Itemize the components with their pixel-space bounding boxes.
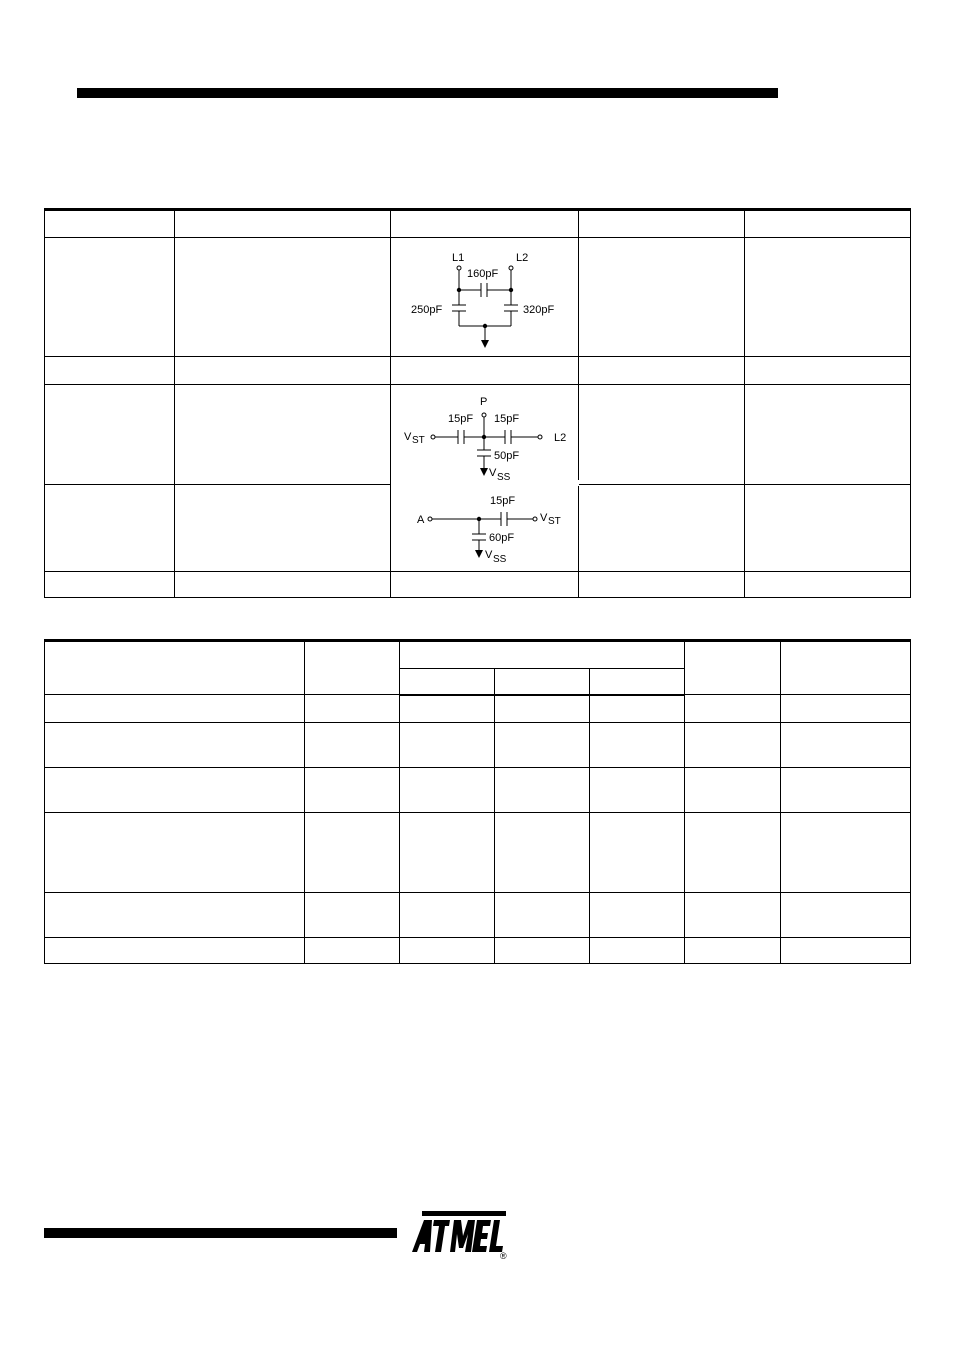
table-cell: [305, 893, 400, 938]
table-cell: [781, 893, 911, 938]
table-cell: [685, 893, 781, 938]
table-cell: [45, 768, 305, 813]
table-cell: [590, 695, 685, 723]
table-header-row: [45, 641, 911, 669]
table-cell: [400, 813, 495, 893]
label-st: ST: [548, 516, 561, 527]
table-cell: [400, 893, 495, 938]
table-cell: [781, 723, 911, 768]
table-cell: [590, 813, 685, 893]
table-cell: [745, 357, 911, 385]
table-cell: [45, 723, 305, 768]
table-cell: [495, 723, 590, 768]
atmel-logo: [408, 1208, 512, 1260]
table-cell: [590, 938, 685, 964]
registered-mark: ®: [500, 1251, 507, 1260]
table-cell: [495, 695, 590, 723]
table-cell: [45, 238, 175, 357]
table-cell: [745, 385, 911, 485]
table-cell: [175, 238, 391, 357]
table-row: [45, 938, 911, 964]
label-l2: L2: [554, 432, 567, 444]
table-row: [45, 695, 911, 723]
label-v: V: [540, 512, 548, 524]
table-cell: [579, 210, 745, 238]
table-row: [45, 813, 911, 893]
footer-rule: [44, 1228, 397, 1238]
table-cell: [685, 813, 781, 893]
table-cell: [495, 669, 590, 695]
label-cap-60: 60pF: [489, 532, 515, 544]
table-cell: [175, 357, 391, 385]
table-cell: [175, 210, 391, 238]
table-cell: [590, 669, 685, 695]
table-cell: [745, 572, 911, 598]
table-cell: [685, 938, 781, 964]
table-cell: [391, 572, 579, 598]
table-cell: [685, 723, 781, 768]
table-cell: [175, 385, 391, 485]
table-cell: [45, 813, 305, 893]
table-cell: [400, 695, 495, 723]
table-header-row: [45, 210, 911, 238]
table-cell: [305, 695, 400, 723]
pin-capacitance-circuits: [391, 385, 579, 568]
table-cell: [45, 357, 175, 385]
table-cell: [579, 385, 745, 485]
label-v: V: [404, 431, 412, 443]
table-cell: [590, 768, 685, 813]
table-row: [45, 238, 911, 357]
table-cell: [45, 385, 175, 485]
table-cell: [685, 768, 781, 813]
table-cell: [495, 938, 590, 964]
table-cell: [781, 695, 911, 723]
table-cell: [45, 210, 175, 238]
label-cap-50: 50pF: [494, 450, 520, 462]
table-cell: [400, 723, 495, 768]
table-cell: [305, 813, 400, 893]
label-cap-250: 250pF: [411, 304, 443, 316]
table-cell: [579, 572, 745, 598]
circuit-cell-1: [391, 238, 579, 357]
table-row: [45, 385, 911, 485]
table-cell: [305, 723, 400, 768]
table-cell: [391, 210, 579, 238]
table-cell: [745, 485, 911, 572]
table-cell: [305, 641, 400, 695]
table-cell: [781, 641, 911, 695]
label-vss-ss: SS: [493, 554, 507, 565]
header-rule: [77, 88, 778, 98]
table-cell: [781, 813, 911, 893]
table-cell: [579, 238, 745, 357]
coil-capacitance-circuit: [391, 238, 579, 353]
table-cell: [400, 669, 495, 695]
table-cell: [579, 357, 745, 385]
label-cap-15-left: 15pF: [448, 413, 474, 425]
label-cap-160: 160pF: [467, 268, 499, 280]
characteristics-table: [44, 639, 911, 964]
table-row: [45, 768, 911, 813]
table-cell: [400, 641, 685, 669]
table-cell: [685, 641, 781, 695]
label-cap-320: 320pF: [523, 304, 555, 316]
table-cell: [495, 893, 590, 938]
table-cell: [400, 768, 495, 813]
label-a: A: [417, 514, 425, 526]
table-row: [45, 572, 911, 598]
label-l1: L1: [452, 252, 465, 264]
table-row: [45, 723, 911, 768]
table-cell: [495, 813, 590, 893]
table-cell: [45, 938, 305, 964]
table-cell: [45, 695, 305, 723]
table-cell: [305, 768, 400, 813]
label-cap-15-right: 15pF: [494, 413, 520, 425]
table-cell: [45, 641, 305, 695]
table-cell: [590, 723, 685, 768]
label-l2: L2: [516, 252, 529, 264]
table-cell: [400, 938, 495, 964]
table-cell: [175, 485, 391, 572]
table-cell: [45, 572, 175, 598]
label-cap-15: 15pF: [490, 495, 516, 507]
table-cell: [391, 357, 579, 385]
table-cell: [745, 210, 911, 238]
table-cell: [579, 485, 745, 572]
table-row: [45, 893, 911, 938]
table-cell: [745, 238, 911, 357]
table-cell: [175, 572, 391, 598]
label-p: P: [480, 396, 488, 408]
table-cell: [45, 893, 305, 938]
table-cell: [685, 695, 781, 723]
label-vss-v: V: [485, 549, 493, 561]
label-st: ST: [412, 435, 425, 446]
label-vss-v: V: [489, 467, 497, 479]
table-cell: [495, 768, 590, 813]
capacitance-table: [44, 208, 911, 598]
circuit-cell-2: [391, 385, 579, 572]
table-cell: [305, 938, 400, 964]
label-vss-ss: SS: [497, 472, 511, 483]
table-cell: [45, 485, 175, 572]
table-cell: [781, 768, 911, 813]
table-row: [45, 357, 911, 385]
table-cell: [781, 938, 911, 964]
table-cell: [590, 893, 685, 938]
